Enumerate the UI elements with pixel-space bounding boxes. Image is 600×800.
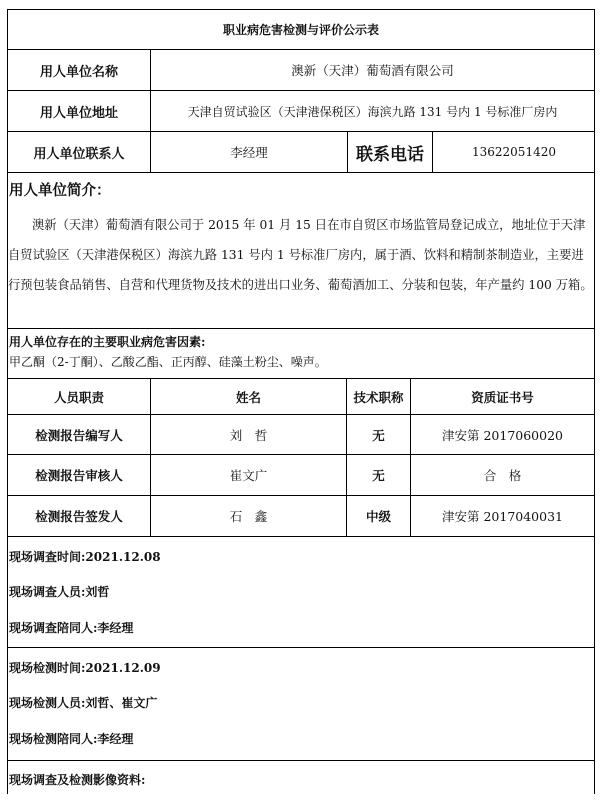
intro-line: 澳新（天津）葡萄酒有限公司于 2015 年 01 月 15 日在市自贸区市场监管局登记成立，地址位于天津 (32, 218, 586, 232)
staff-name: 崔文广 (150, 455, 346, 495)
staff-cert: 合 格 (410, 455, 594, 495)
staff-header-role: 人员职责 (53, 389, 104, 405)
survey-time: 现场调查时间:2021.12.08 (9, 550, 161, 564)
intro-paragraph (8, 210, 594, 300)
table-row (8, 455, 594, 496)
intro-heading: 用人单位简介： (9, 182, 111, 199)
survey-escort: 现场调查陪同人:李经理 (9, 621, 134, 635)
intro-line: 行预包装食品销售、自营和代理货物及技术的进出口业务、葡萄酒加工、分装和包装，年产量约 100 万箱。 (8, 278, 593, 292)
testing-section (8, 648, 594, 761)
testing-time: 现场检测时间:2021.12.09 (9, 661, 161, 675)
survey-staff: 现场调查人员:刘哲 (9, 585, 110, 599)
survey-section (8, 537, 594, 648)
staff-cert: 津安第 2017040031 (410, 496, 594, 536)
contact-row (8, 132, 594, 173)
staff-title: 中级 (346, 496, 410, 536)
staff-cert: 津安第 2017060020 (410, 415, 594, 454)
table-row (8, 415, 594, 455)
disclosure-table (7, 9, 595, 794)
unit-name-value: 澳新（天津）葡萄酒有限公司 (150, 50, 594, 90)
page-title: 职业病危害检测与评价公示表 (222, 23, 379, 37)
intro-section (8, 173, 594, 329)
staff-header-title: 技术职称 (346, 379, 410, 414)
staff-title: 无 (346, 415, 410, 454)
unit-address-row (8, 91, 594, 132)
testing-escort: 现场检测陪同人:李经理 (9, 732, 134, 746)
unit-address-label: 用人单位地址 (39, 105, 118, 121)
contact-label: 用人单位联系人 (33, 146, 125, 162)
hazards-section (8, 329, 594, 379)
hazards-text: 甲乙酮（2-丁酮）、乙酸乙酯、正丙醇、硅藻土粉尘、噪声。 (9, 355, 327, 369)
staff-role: 检测报告编写人 (35, 427, 123, 443)
staff-role: 检测报告签发人 (35, 509, 123, 524)
table-row (8, 496, 594, 537)
staff-role: 检测报告审核人 (35, 468, 123, 483)
staff-header-name: 姓名 (150, 379, 346, 414)
phone-label: 联系电话 (347, 132, 433, 172)
staff-name: 刘 哲 (150, 415, 346, 454)
unit-address-value: 天津自贸试验区（天津港保税区）海滨九路 131 号内 1 号标准厂房内 (150, 91, 594, 131)
unit-name-label: 用人单位名称 (39, 64, 118, 80)
staff-header-row (8, 379, 594, 415)
images-label: 现场调查及检测影像资料: (9, 773, 146, 787)
phone-value: 13622051420 (472, 145, 556, 159)
hazards-heading: 用人单位存在的主要职业病危害因素: (9, 335, 206, 349)
title-row (8, 10, 594, 50)
unit-name-row (8, 50, 594, 91)
staff-header-cert: 资质证书号 (410, 379, 594, 414)
staff-title: 无 (346, 455, 410, 495)
testing-staff: 现场检测人员:刘哲、崔文广 (9, 696, 158, 710)
intro-line: 自贸试验区（天津港保税区）海滨九路 131 号内 1 号标准厂房内，属于酒、饮料和精制茶制造业，主要进 (8, 248, 584, 262)
staff-name: 石 鑫 (150, 496, 346, 536)
contact-value: 李经理 (150, 132, 347, 172)
